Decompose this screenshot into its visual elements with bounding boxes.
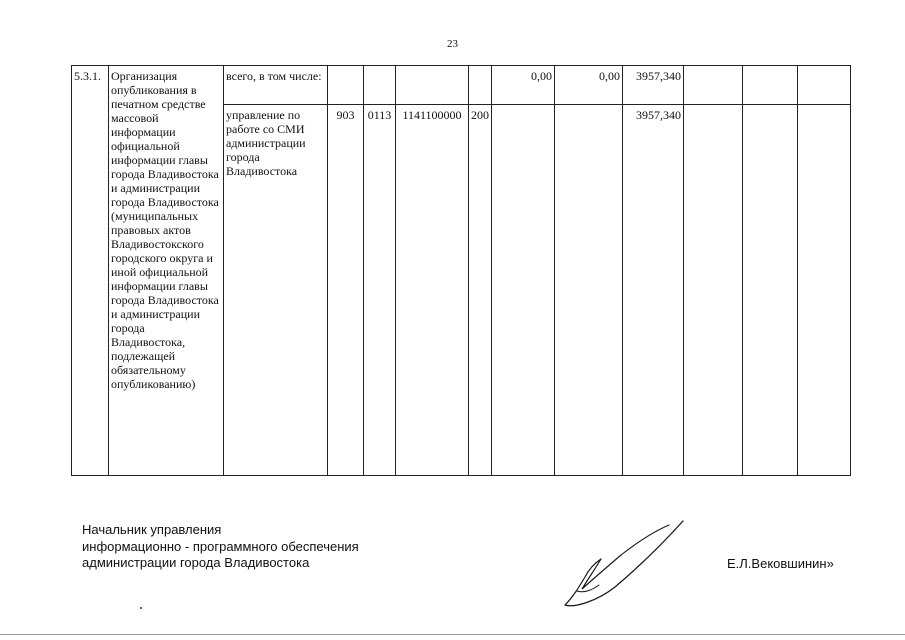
item-name-cell: Организация опубликования в печатном средстве массовой информации официальной информации главы города Владивостока и администрации города Владивостока (муниципальных правовых актов Владивостокского городского округа и иной официальной информации главы города Владивостока и администрации города Владивостока, подлежащей обязательному опубликованию) bbox=[109, 66, 224, 476]
value-cell bbox=[743, 105, 798, 476]
value-cell: 3957,340 bbox=[623, 66, 684, 105]
item-number-cell: 5.3.1. bbox=[72, 66, 109, 476]
signer-position-line: Начальник управления bbox=[82, 522, 222, 537]
value-cell: 0,00 bbox=[555, 66, 623, 105]
table-row bbox=[72, 66, 851, 105]
grbs-cell: 903 bbox=[328, 105, 364, 476]
value-cell: 0,00 bbox=[492, 66, 555, 105]
value-cell bbox=[492, 105, 555, 476]
handwritten-signature bbox=[555, 515, 690, 610]
executor-cell: управление по работе со СМИ администрации города Владивостока bbox=[224, 105, 328, 476]
value-cell bbox=[684, 105, 743, 476]
rzpr-cell bbox=[364, 66, 396, 105]
signatory-name: Е.Л.Вековшинин» bbox=[727, 556, 834, 571]
vr-cell: 200 bbox=[469, 105, 492, 476]
csr-cell: 1141100000 bbox=[396, 105, 469, 476]
value-cell bbox=[798, 66, 851, 105]
grbs-cell bbox=[328, 66, 364, 105]
page-number: 23 bbox=[447, 38, 458, 50]
budget-table bbox=[71, 65, 851, 476]
value-cell: 3957,340 bbox=[623, 105, 684, 476]
value-cell bbox=[743, 66, 798, 105]
signer-position-line: администрации города Владивостока bbox=[82, 555, 310, 570]
value-cell bbox=[555, 105, 623, 476]
value-cell bbox=[684, 66, 743, 105]
signer-position-line: информационно - программного обеспечения bbox=[82, 538, 359, 554]
signer-position bbox=[82, 522, 359, 572]
rzpr-cell: 0113 bbox=[364, 105, 396, 476]
page-edge-line bbox=[0, 634, 905, 635]
executor-cell: всего, в том числе: bbox=[224, 66, 328, 105]
csr-cell bbox=[396, 66, 469, 105]
ink-dot bbox=[140, 607, 142, 609]
value-cell bbox=[798, 105, 851, 476]
vr-cell bbox=[469, 66, 492, 105]
